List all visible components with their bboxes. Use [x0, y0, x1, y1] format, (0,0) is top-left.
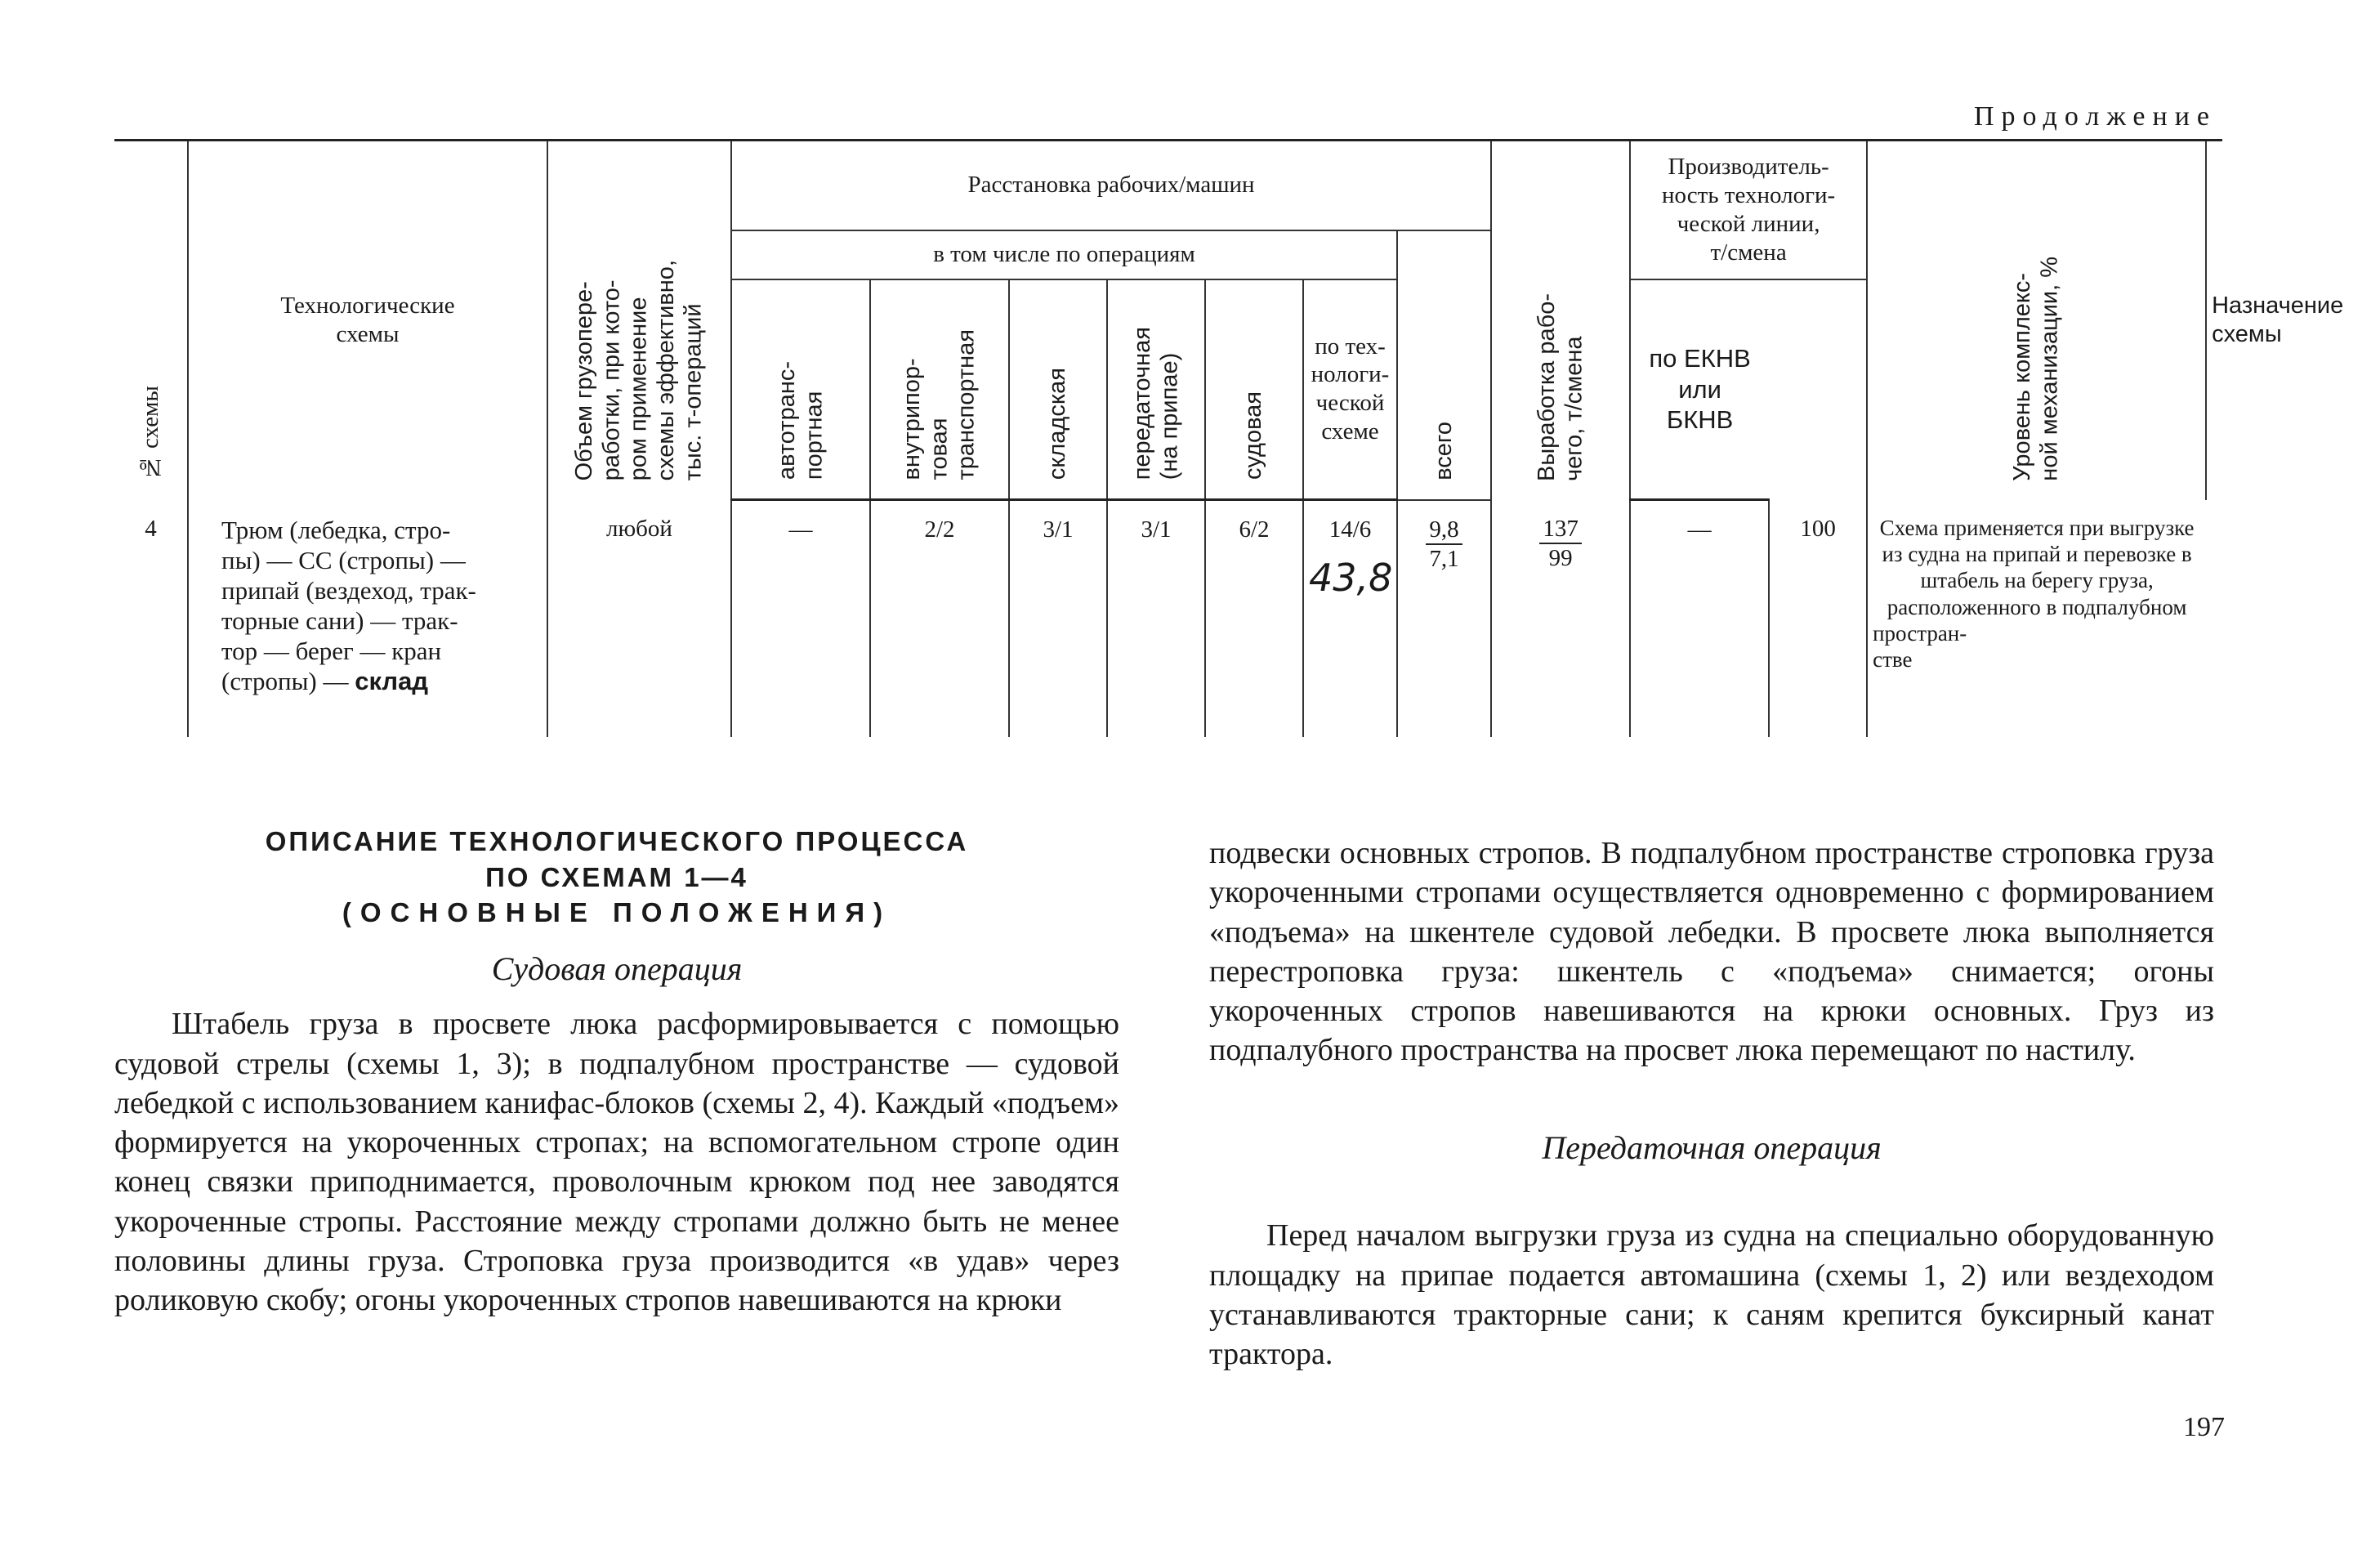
paragraph-transfer-operation: Перед началом выгрузки груза из судна на специально оборудованную площадку на припае подается автомашина (схемы 1, 2) или вездеходом устанавливаются тракторные сани; к саням крепится буксирный канат трактора. — [1209, 1218, 2214, 1372]
cell-purpose: Схема применяется при выгрузке из судна на припай и перевозке в штабель на берегу груза, расположенного в подпалубном простран- стве — [1867, 500, 2206, 737]
continuation-label: Продолжение — [1973, 101, 2217, 132]
header-purpose: Назначение схемы — [2206, 141, 2222, 500]
header-warehouse: складская — [1009, 279, 1107, 500]
header-total: всего — [1397, 230, 1491, 500]
header-transfer: передаточная (на припае) — [1107, 279, 1205, 500]
header-mechanization-level: Уровень комплекс- ной механизации, % — [1867, 141, 2206, 500]
cell-scheme: Трюм (лебедка, стро- пы) — СС (стропы) — припай (вездеход, трак- торные сани) — трак- тор — берег — кран (стропы) — склад — [188, 500, 547, 737]
subtitle-ship-operation: Судовая операция — [491, 950, 743, 987]
cell-mechanization: 100 — [1769, 500, 1867, 737]
paragraph-ship-operation-continued: подвески основных стропов. В подпалубном пространстве строповка груза укороченными стропами осуществляется одновременно с формированием «подъема» на шкентеле судовой лебедки. В просвете люка выполняется перестроповка груза: шкентель с «подъема» снимается; огоны укороченных стропов навешиваются на крюки основных. Груз из подпалубного пространства на просвет люка перемещают по настилу. — [1209, 836, 2214, 1068]
handwritten-note: 43,8 — [1309, 555, 1393, 600]
cell-by-scheme: $\frac{137}{99}$ — [1491, 500, 1630, 737]
header-output: Выработка рабо- чего, т/смена — [1491, 141, 1630, 500]
cell-output: $\frac{9,8}{7,1}$ — [1397, 500, 1491, 737]
cell-auto: — — [731, 500, 870, 737]
left-column — [114, 824, 1119, 1320]
cell-warehouse: 3/1 — [1009, 500, 1107, 737]
header-ship: судовая — [1205, 279, 1303, 500]
subtitle-transfer-operation: Передаточная операция — [1542, 1128, 1882, 1166]
scheme-table — [114, 139, 2344, 737]
cell-volume: любой — [547, 500, 731, 737]
section-heading: ОПИСАНИЕ ТЕХНОЛОГИЧЕСКОГО ПРОЦЕССА ПО СХЕМАМ 1—4 (ОСНОВНЫЕ ПОЛОЖЕНИЯ) — [265, 826, 969, 928]
cell-ship: 6/2 — [1205, 500, 1303, 737]
header-ekniv: по ЕКНВ или БКНВ — [1630, 279, 1769, 500]
paragraph-ship-operation: Штабель груза в просвете люка расформировывается с помощью судовой стрелы (схемы 1, 3); в подпалубном пространстве — судовой лебедкой с использованием канифас-блоков (схемы 2, 4). Каждый «подъем» формируется на укороченных стропах; на вспомогательном стропе один конец связки приподнимается, проволочным крюком под нее заводятся укороченные стропы. Расстояние между стропами должно быть не менее половины длины груза. Строповка груза производится «в удав» через роликовую скобу; огоны укороченных стропов навешиваются на крюки — [114, 1007, 1119, 1318]
header-productivity: Производитель- ность технологи- ческой линии, т/смена — [1630, 141, 1867, 279]
cell-internal: 2/2 — [870, 500, 1009, 737]
table-row — [114, 500, 2222, 737]
page-number: 197 — [2183, 1412, 2225, 1442]
cell-number: 4 — [114, 500, 188, 737]
header-technological-schemes: Технологические схемы — [188, 141, 547, 500]
header-scheme-number: № схемы — [114, 141, 188, 500]
cell-transfer: 3/1 — [1107, 500, 1205, 737]
right-column — [1209, 833, 2214, 1374]
header-placement: Расстановка рабочих/машин — [731, 141, 1491, 230]
header-including-operations: в том числе по операциям — [731, 230, 1397, 279]
header-auto-transport: автотранс- портная — [731, 279, 870, 500]
cell-ekniv: — — [1630, 500, 1769, 737]
header-volume: Объем грузопере- работки, при кото- ром применение схемы эффективно, тыс. т-операций — [547, 141, 731, 500]
header-internal-transport: внутрипор- товая транспортная — [870, 279, 1009, 500]
cell-total: 14/6 43,8 — [1303, 500, 1397, 737]
header-by-scheme: по тех- нологи- ческой схеме — [1303, 279, 1397, 500]
